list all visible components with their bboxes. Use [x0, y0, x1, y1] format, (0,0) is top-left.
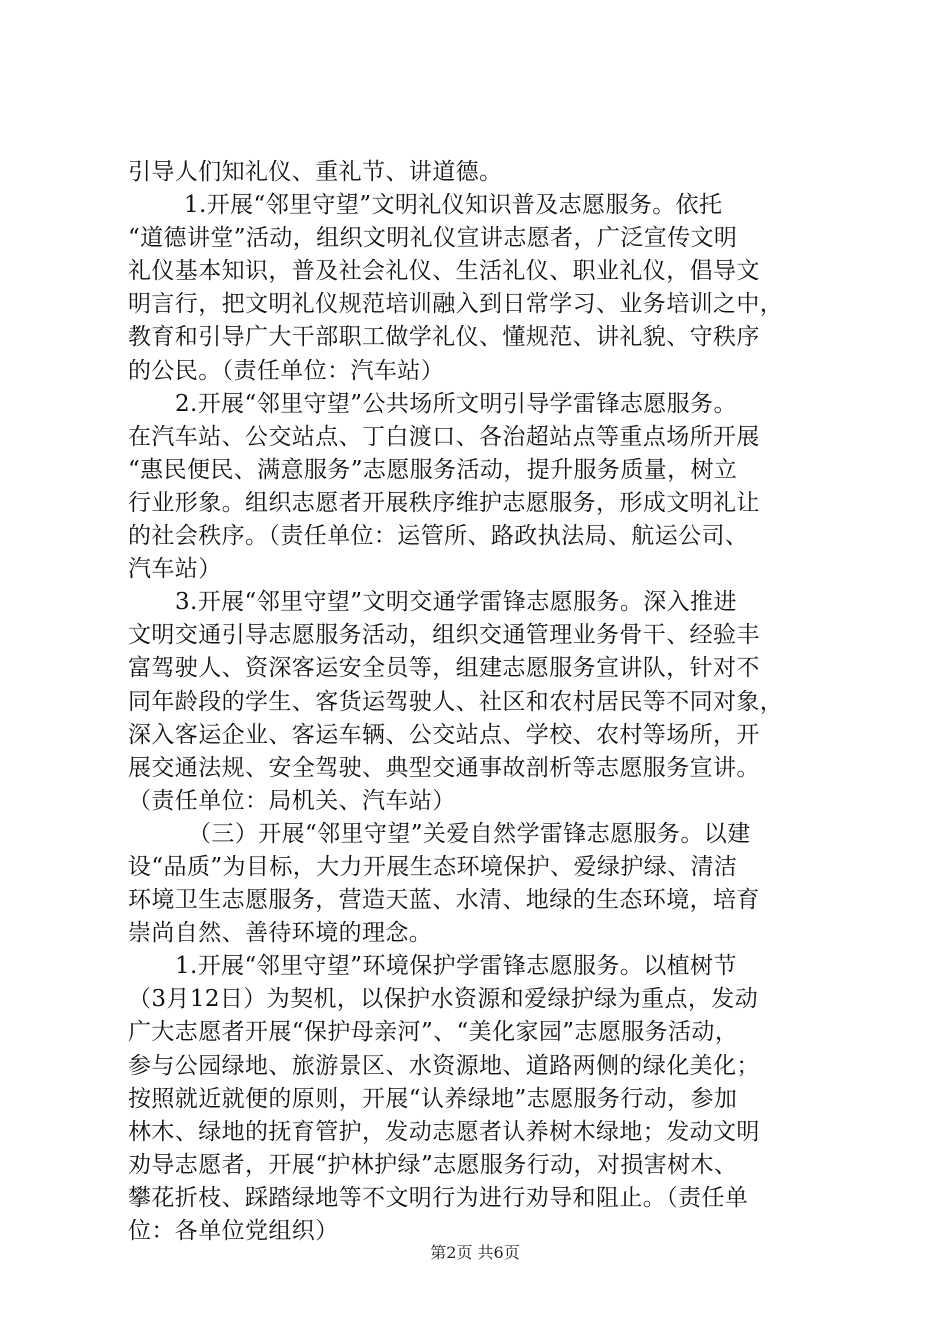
text-line: 3.开展“邻里守望”文明交通学雷锋志愿服务。深入推进 [175, 589, 737, 616]
text-line: （三）开展“邻里守望”关爱自然学雷锋志愿服务。以建 [188, 820, 751, 847]
text-line: “惠民便民、满意服务”志愿服务活动，提升服务质量，树立 [128, 456, 738, 483]
text-line: 明言行，把文明礼仪规范培训融入到日常学习、业务培训之中， [128, 291, 784, 318]
text-line: （责任单位：局机关、汽车站） [128, 787, 456, 814]
text-line: 富驾驶人、资深客运安全员等，组建志愿服务宣讲队，针对不 [128, 655, 760, 682]
text-line: 深入客运企业、客运车辆、公交站点、学校、农村等场所，开 [128, 721, 760, 748]
text-line: 同年龄段的学生、客货运驾驶人、社区和农村居民等不同对象， [128, 688, 784, 715]
text-line: 的公民。（责任单位：汽车站） [128, 357, 445, 384]
page-number: 第2页 共6页 [430, 1243, 520, 1262]
text-line: 在汽车站、公交站点、丁白渡口、各治超站点等重点场所开展 [128, 423, 760, 450]
text-line: “道德讲堂”活动，组织文明礼仪宣讲志愿者，广泛宣传文明 [128, 225, 738, 252]
text-line: 位：各单位党组织） [128, 1218, 339, 1244]
text-line: 1.开展“邻里守望”文明礼仪知识普及志愿服务。依托 [184, 192, 723, 219]
text-line: 崇尚自然、善待环境的理念。 [128, 920, 433, 947]
text-line: 的社会秩序。（责任单位：运管所、路政执法局、航运公司、 [128, 523, 749, 550]
text-line: 环境卫生志愿服务，营造天蓝、水清、地绿的生态环境，培育 [128, 887, 760, 914]
text-line: 攀花折枝、踩踏绿地等不文明行为进行劝导和阻止。（责任单 [128, 1184, 749, 1211]
text-line: （3月12日）为契机，以保护水资源和爱绿护绿为重点，发动 [128, 986, 759, 1013]
text-line: 按照就近就便的原则，开展“认养绿地”志愿服务行动，参加 [128, 1085, 738, 1112]
text-line: 礼仪基本知识，普及社会礼仪、生活礼仪、职业礼仪，倡导文 [128, 258, 760, 285]
text-line: 汽车站） [128, 556, 222, 583]
text-line: 2.开展“邻里守望”公共场所文明引导学雷锋志愿服务。 [175, 390, 737, 417]
text-line: 展交通法规、安全驾驶、典型交通事故剖析等志愿服务宣讲。 [128, 754, 760, 781]
text-line: 参与公园绿地、旅游景区、水资源地、道路两侧的绿化美化； [128, 1052, 760, 1079]
document-body [128, 156, 840, 1248]
text-line: 行业形象。组织志愿者开展秩序维护志愿服务，形成文明礼让 [128, 489, 760, 516]
text-line: 教育和引导广大干部职工做学礼仪、懂规范、讲礼貌、守秩序 [128, 324, 760, 351]
text-line: 1.开展“邻里守望”环境保护学雷锋志愿服务。以植树节 [175, 953, 737, 980]
text-line: 林木、绿地的抚育管护，发动志愿者认养树木绿地；发动文明 [128, 1118, 760, 1145]
text-line: 引导人们知礼仪、重礼节、讲道德。 [128, 159, 503, 185]
text-line: 广大志愿者开展“保护母亲河”、“美化家园”志愿服务活动， [128, 1019, 739, 1046]
text-line: 设“品质”为目标，大力开展生态环境保护、爱绿护绿、清洁 [128, 853, 738, 880]
text-line: 劝导志愿者，开展“护林护绿”志愿服务行动，对损害树木、 [128, 1151, 738, 1178]
text-line: 文明交通引导志愿服务活动，组织交通管理业务骨干、经验丰 [128, 622, 760, 649]
